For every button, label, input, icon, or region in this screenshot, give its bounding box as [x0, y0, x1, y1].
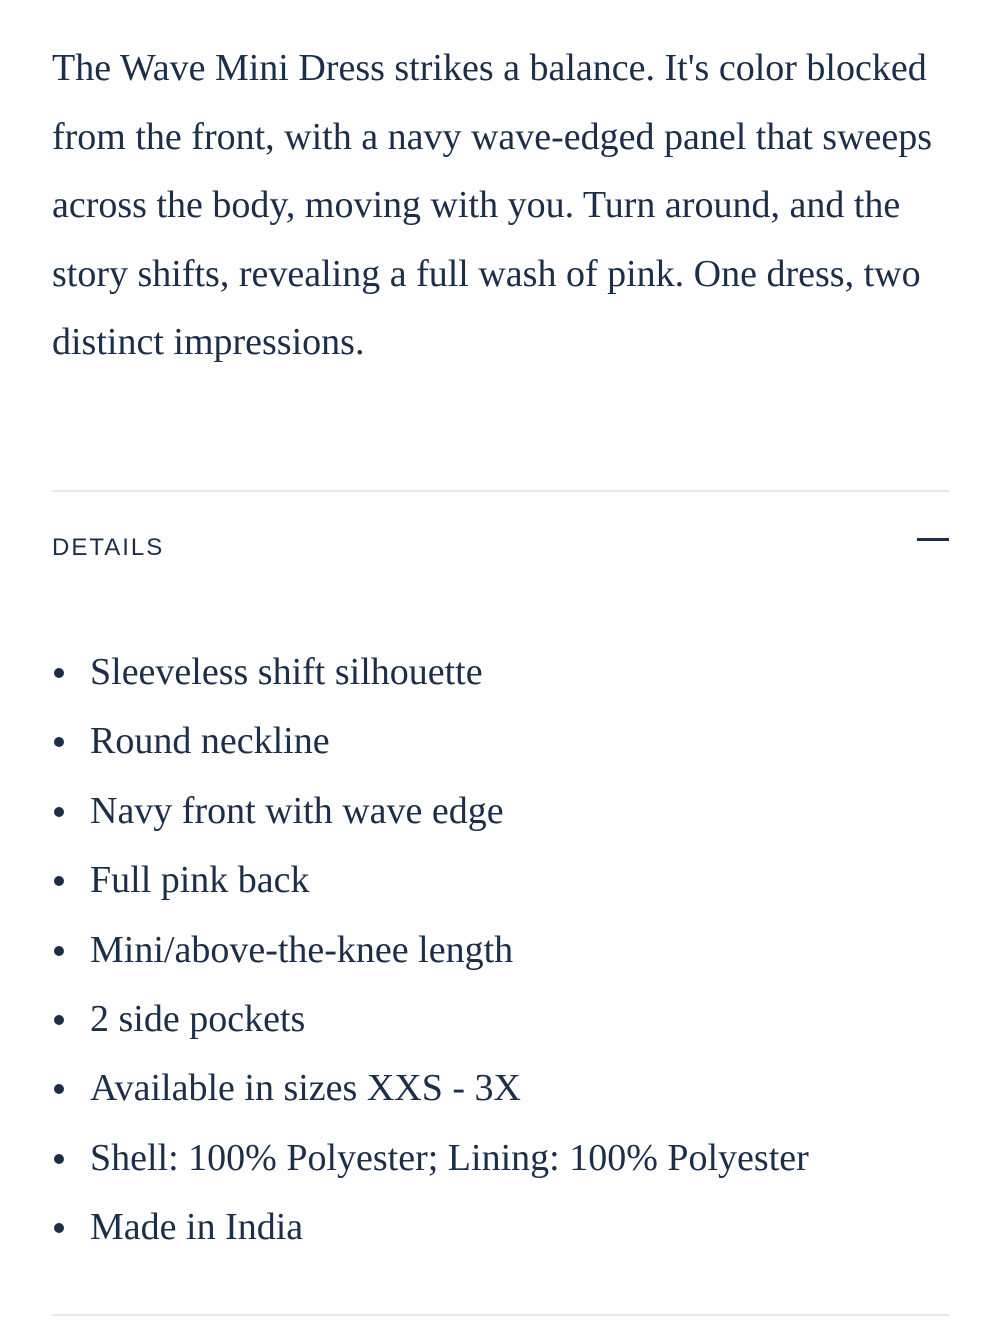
- detail-text: Available in sizes XXS - 3X: [90, 1067, 521, 1110]
- list-item: [52, 707, 949, 776]
- bullet-icon: [54, 1084, 64, 1094]
- details-list: [52, 638, 949, 1263]
- minus-icon[interactable]: [917, 538, 949, 541]
- list-item: [52, 638, 949, 707]
- list-item: [52, 777, 949, 846]
- detail-text: 2 side pockets: [90, 997, 306, 1040]
- section-divider: [52, 490, 949, 492]
- bullet-icon: [54, 1015, 64, 1025]
- bullet-icon: [54, 946, 64, 956]
- section-divider: [52, 1314, 949, 1316]
- detail-text: Mini/above-the-knee length: [90, 928, 514, 971]
- detail-text: Navy front with wave edge: [90, 789, 504, 832]
- detail-text: Shell: 100% Polyester; Lining: 100% Polyester: [90, 1136, 809, 1179]
- bullet-icon: [54, 668, 64, 678]
- detail-text: Sleeveless shift silhouette: [90, 651, 483, 693]
- product-description: The Wave Mini Dress strikes a balance. It's color blocked from the front, with a navy wave-edged panel that sweeps across the body, moving with you. Turn around, and the story shifts, revealing a full wash of pink. One dress, two distinct impressions.: [52, 47, 933, 363]
- details-title: DETAILS: [52, 534, 165, 561]
- list-item: [52, 846, 949, 915]
- bullet-icon: [54, 1154, 64, 1164]
- bullet-icon: [54, 807, 64, 817]
- list-item: [52, 985, 949, 1054]
- detail-text: Made in India: [90, 1206, 304, 1249]
- detail-text: Round neckline: [90, 720, 330, 763]
- detail-text: Full pink back: [90, 859, 310, 902]
- list-item: [52, 1124, 949, 1193]
- list-item: [52, 1054, 949, 1123]
- bullet-icon: [54, 876, 64, 886]
- list-item: [52, 916, 949, 985]
- bullet-icon: [54, 737, 64, 747]
- list-item: [52, 1193, 949, 1262]
- details-accordion-header[interactable]: [52, 518, 949, 578]
- bullet-icon: [54, 1223, 64, 1233]
